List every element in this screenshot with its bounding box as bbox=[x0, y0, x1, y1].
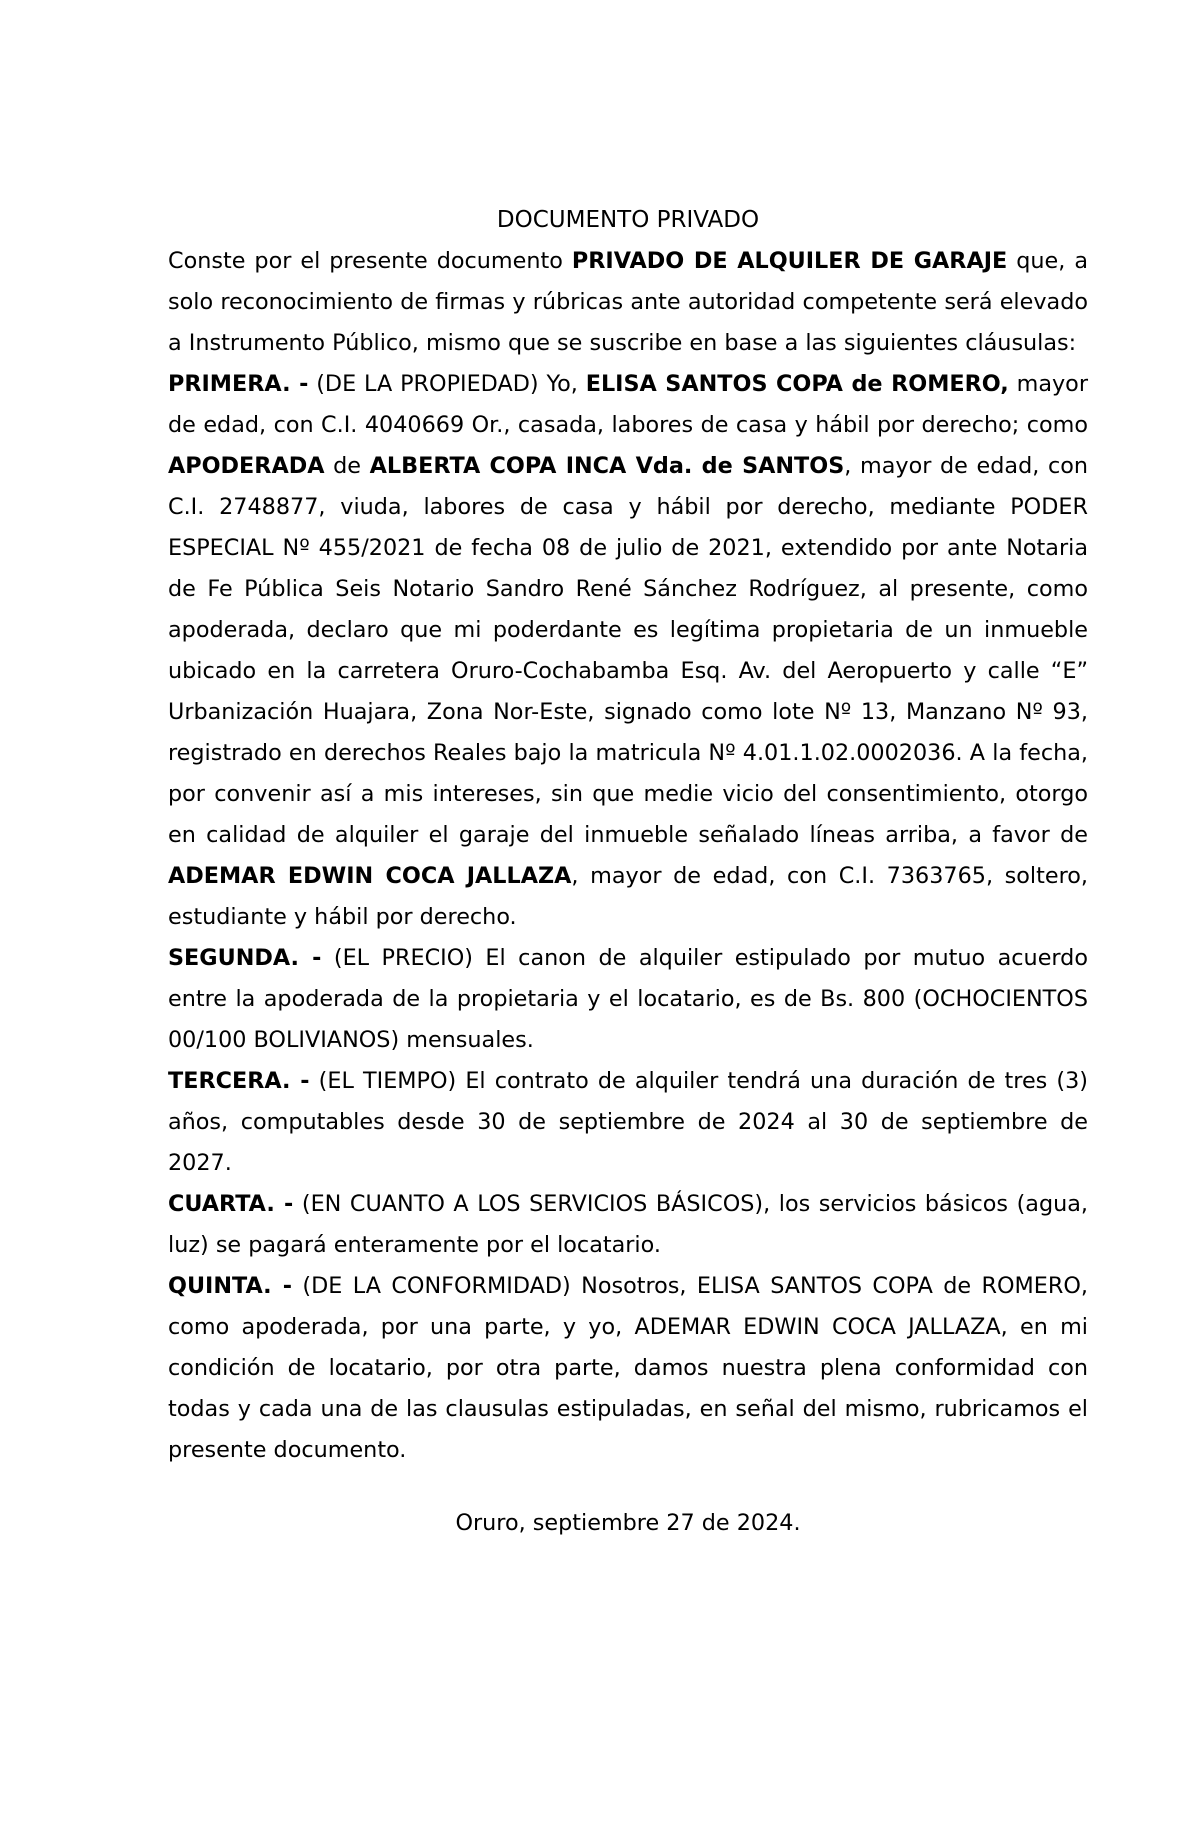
clause-primera-owner-name: ELISA SANTOS COPA de ROMERO, bbox=[585, 371, 1009, 397]
document-title: DOCUMENTO PRIVADO bbox=[496, 207, 760, 233]
closing-date: Oruro, septiembre 27 de 2024. bbox=[455, 1510, 801, 1536]
clause-primera bbox=[168, 364, 1088, 938]
clause-cuarta-heading: CUARTA. - bbox=[168, 1191, 294, 1217]
document-page bbox=[168, 200, 1088, 1544]
intro-text-2: que, a solo reconocimiento de firmas y rúbricas ante autoridad competente será elevado a Instrumento Público, mismo que se suscribe en base a las siguientes cláusulas: bbox=[168, 248, 1089, 356]
intro-text-1: Conste por el presente documento bbox=[168, 248, 572, 274]
clause-primera-principal-name: ALBERTA COPA INCA Vda. de SANTOS bbox=[369, 453, 845, 479]
clause-segunda-heading: SEGUNDA. - bbox=[168, 945, 322, 971]
clause-quinta-heading: QUINTA. - bbox=[168, 1273, 292, 1299]
intro-paragraph bbox=[168, 241, 1088, 364]
clause-tercera-text: (EL TIEMPO) El contrato de alquiler tendrá una duración de tres (3) años, computables desde 30 de septiembre de 2024 al 30 de septiembre de 2027. bbox=[168, 1068, 1088, 1176]
clause-primera-text-2: mayor de edad, con C.I. 4040669 Or., casada, labores de casa y hábil por derecho; como bbox=[168, 371, 1088, 438]
clause-cuarta-text: (EN CUANTO A LOS SERVICIOS BÁSICOS), los servicios básicos (agua, luz) se pagará enteramente por el locatario. bbox=[168, 1191, 1088, 1258]
clause-primera-tenant-name: ADEMAR EDWIN COCA JALLAZA bbox=[168, 863, 572, 889]
clause-primera-apoderada: APODERADA bbox=[168, 453, 325, 479]
clause-segunda bbox=[168, 938, 1088, 1061]
clause-primera-text-1: (DE LA PROPIEDAD) Yo, bbox=[308, 371, 586, 397]
clause-tercera-heading: TERCERA. - bbox=[168, 1068, 310, 1094]
clause-primera-text-4: , mayor de edad, con C.I. 2748877, viuda, labores de casa y hábil por derecho, mediante PODER ESPECIAL Nº 455/2021 de fecha 08 de julio de 2021, extendido por ante Notaria de Fe Pública Seis Notario Sandro René Sánchez Rodríguez, al presente, como apoderada, declaro que mi poderdante es legítima propietaria de un inmueble ubicado en la carretera Oruro-Cochabamba Esq. Av. del Aeropuerto y calle “E” Urbanización Huajara, Zona Nor-Este, signado como lote Nº 13, Manzano Nº 93, registrado en derechos Reales bajo la matricula Nº 4.01.1.02.0002036. A la fecha, por convenir así a mis intereses, sin que medie vicio del consentimiento, otorgo en calidad de alquiler el garaje del inmueble señalado líneas arriba, a favor de bbox=[168, 453, 1088, 848]
clause-quinta-text: (DE LA CONFORMIDAD) Nosotros, ELISA SANTOS COPA de ROMERO, como apoderada, por una parte, y yo, ADEMAR EDWIN COCA JALLAZA, en mi condición de locatario, por otra parte, damos nuestra plena conformidad con todas y cada una de las clausulas estipuladas, en señal del mismo, rubricamos el presente documento. bbox=[168, 1273, 1089, 1463]
clause-quinta bbox=[168, 1266, 1088, 1471]
clause-primera-text-5: , mayor de edad, con C.I. 7363765, soltero, estudiante y hábil por derecho. bbox=[168, 863, 1088, 930]
clause-primera-heading: PRIMERA. - bbox=[168, 371, 309, 397]
clause-cuarta bbox=[168, 1184, 1088, 1266]
clause-primera-text-3: de bbox=[324, 453, 370, 479]
clause-segunda-text: (EL PRECIO) El canon de alquiler estipulado por mutuo acuerdo entre la apoderada de la propietaria y el locatario, es de Bs. 800 (OCHOCIENTOS 00/100 BOLIVIANOS) mensuales. bbox=[168, 945, 1088, 1053]
clause-tercera bbox=[168, 1061, 1088, 1184]
intro-bold-title: PRIVADO DE ALQUILER DE GARAJE bbox=[571, 248, 1008, 274]
